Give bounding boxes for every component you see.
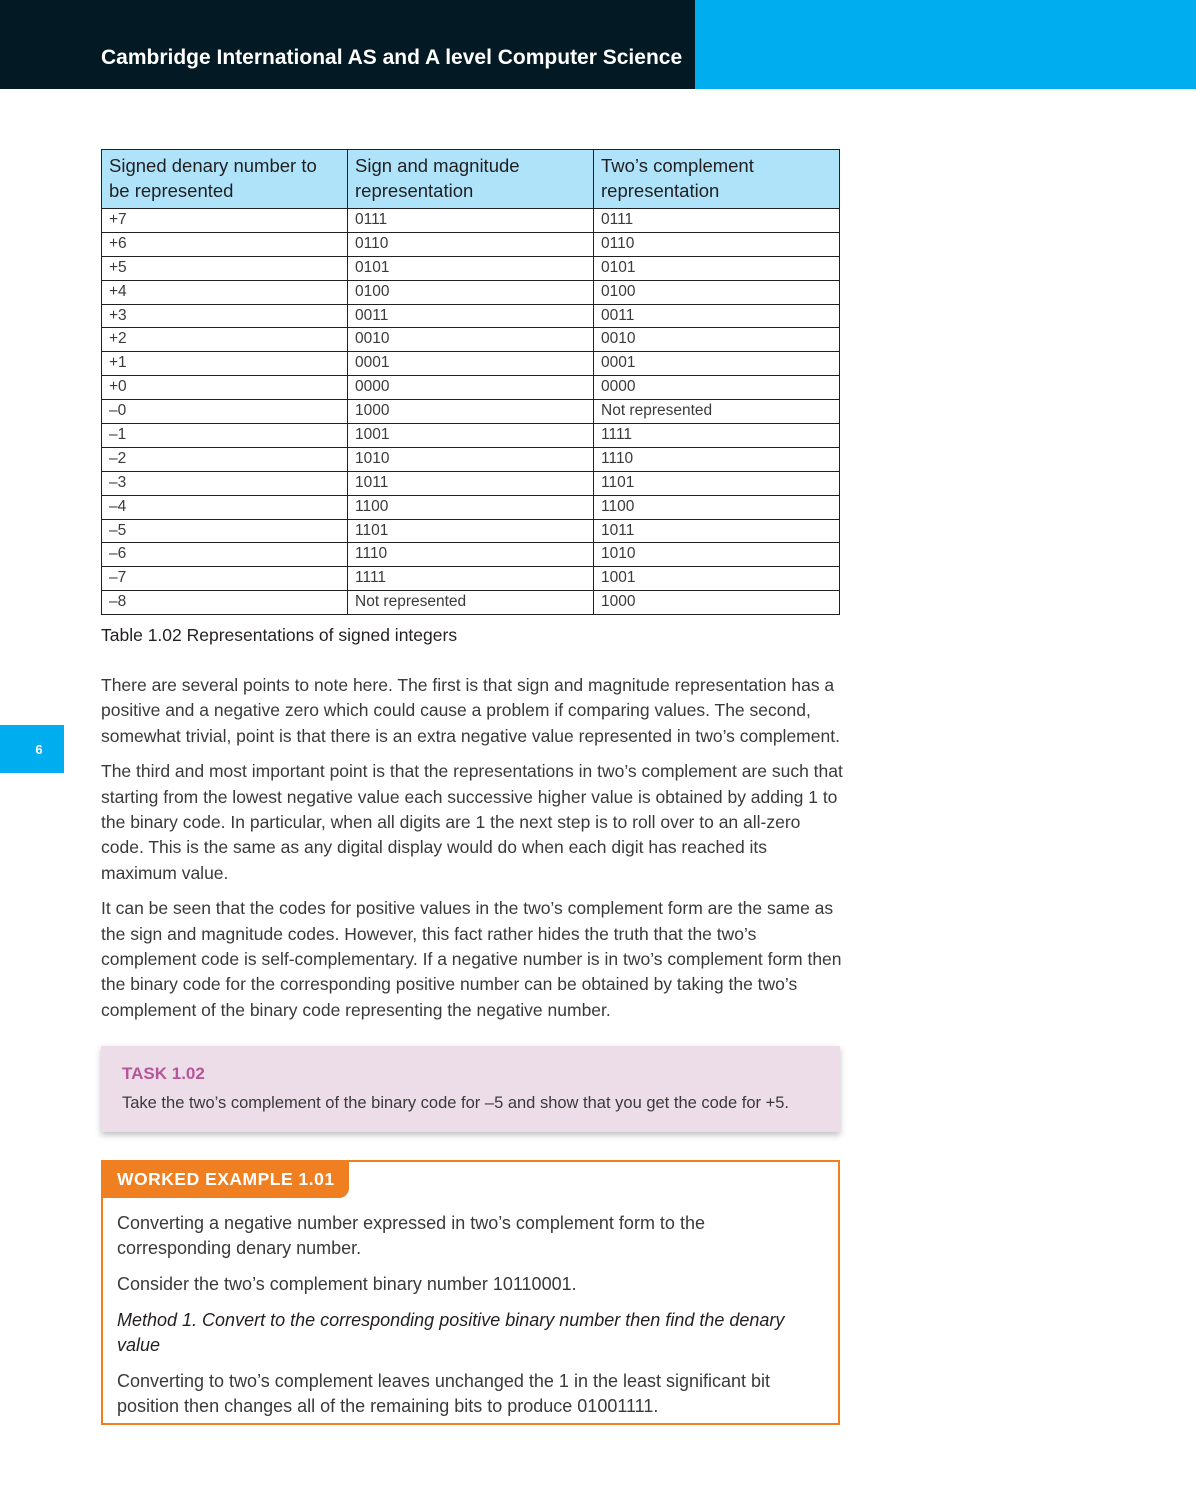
table-row (102, 400, 840, 424)
cell-sign-magnitude: 0011 (348, 304, 594, 328)
cell-denary: –2 (102, 447, 348, 471)
cell-sign-magnitude: 0111 (348, 209, 594, 233)
cell-sign-magnitude: 1000 (348, 400, 594, 424)
worked-example-body (117, 1211, 817, 1430)
cell-twos-complement: Not represented (594, 400, 840, 424)
cell-twos-complement: 1110 (594, 447, 840, 471)
cell-sign-magnitude: 0001 (348, 352, 594, 376)
cell-twos-complement: 1100 (594, 495, 840, 519)
body-text (101, 673, 843, 1033)
table-body (102, 209, 840, 615)
paragraph: The third and most important point is that the representations in two’s complement are such that starting from the lowest negative value each successive higher value is obtained by adding 1 to the binary code. In particular, when all digits are 1 the next step is to roll over to an all-zero code. This is the same as any digital display would do when each digit has reached its maximum value. (101, 761, 843, 883)
cell-sign-magnitude: 1010 (348, 447, 594, 471)
cell-denary: +4 (102, 280, 348, 304)
table-row (102, 209, 840, 233)
cell-sign-magnitude: 1100 (348, 495, 594, 519)
cell-twos-complement: 1101 (594, 471, 840, 495)
cell-sign-magnitude: 0000 (348, 376, 594, 400)
cell-twos-complement: 0101 (594, 256, 840, 280)
header-bar (0, 0, 695, 89)
table-row (102, 519, 840, 543)
cell-twos-complement: 0010 (594, 328, 840, 352)
worked-example-consider: Consider the two’s complement binary number 10110001. (117, 1274, 577, 1295)
cell-twos-complement: 0000 (594, 376, 840, 400)
cell-twos-complement: 0001 (594, 352, 840, 376)
column-header-sign-magnitude: Sign and magnitude representation (348, 150, 594, 209)
cell-twos-complement: 0110 (594, 232, 840, 256)
cell-denary: +0 (102, 376, 348, 400)
table-row (102, 352, 840, 376)
table-caption: Table 1.02 Representations of signed integers (101, 625, 458, 645)
cell-denary: +6 (102, 232, 348, 256)
page-number: 6 (35, 741, 43, 757)
cell-sign-magnitude: 0110 (348, 232, 594, 256)
cell-twos-complement: 0100 (594, 280, 840, 304)
cell-twos-complement: 0011 (594, 304, 840, 328)
table-row (102, 280, 840, 304)
cell-denary: –5 (102, 519, 348, 543)
cell-twos-complement: 1000 (594, 591, 840, 615)
cell-sign-magnitude: Not represented (348, 591, 594, 615)
table-row (102, 256, 840, 280)
table-row (102, 495, 840, 519)
worked-example-label: WORKED EXAMPLE 1.01 (101, 1160, 349, 1198)
paragraph: It can be seen that the codes for positive values in the two’s complement form are the same as the sign and magnitude codes. However, this fact rather hides the truth that the two’s complement code is self-complementary. If a negative number is in two’s complement form then the binary code for the corresponding positive number can be obtained by taking the two’s complement of the binary code representing the negative number. (101, 898, 842, 1020)
cell-denary: –8 (102, 591, 348, 615)
table-row (102, 543, 840, 567)
column-header-twos-complement: Two’s complement representation (594, 150, 840, 209)
cell-sign-magnitude: 1011 (348, 471, 594, 495)
cell-denary: +2 (102, 328, 348, 352)
cell-sign-magnitude: 1110 (348, 543, 594, 567)
cell-denary: –4 (102, 495, 348, 519)
cell-denary: –0 (102, 400, 348, 424)
worked-example-method: Method 1. Convert to the corresponding positive binary number then find the denary value (117, 1309, 785, 1356)
cell-denary: –3 (102, 471, 348, 495)
cell-denary: +1 (102, 352, 348, 376)
column-header-denary: Signed denary number to be represented (102, 150, 348, 209)
cell-twos-complement: 1111 (594, 424, 840, 448)
header-accent-block (695, 0, 1196, 89)
cell-twos-complement: 0111 (594, 209, 840, 233)
table-row (102, 232, 840, 256)
table-row (102, 424, 840, 448)
cell-sign-magnitude: 1001 (348, 424, 594, 448)
table-row (102, 471, 840, 495)
cell-denary: –6 (102, 543, 348, 567)
table-row (102, 567, 840, 591)
book-title: Cambridge International AS and A level Computer Science (101, 46, 683, 69)
cell-denary: +5 (102, 256, 348, 280)
task-box (101, 1046, 840, 1132)
cell-sign-magnitude: 1101 (348, 519, 594, 543)
page-number-tab (0, 725, 64, 773)
signed-integers-table (101, 149, 840, 615)
worked-example-box (101, 1160, 840, 1425)
cell-twos-complement: 1001 (594, 567, 840, 591)
table-row (102, 304, 840, 328)
cell-twos-complement: 1010 (594, 543, 840, 567)
cell-sign-magnitude: 0101 (348, 256, 594, 280)
table-row (102, 328, 840, 352)
paragraph: There are several points to note here. The first is that sign and magnitude representation has a positive and a negative zero which could cause a problem if comparing values. The second, somewhat trivial, point is that there is an extra negative value represented in two’s complement. (101, 675, 840, 746)
cell-sign-magnitude: 1111 (348, 567, 594, 591)
table-row (102, 447, 840, 471)
cell-twos-complement: 1011 (594, 519, 840, 543)
cell-denary: –7 (102, 567, 348, 591)
table-row (102, 376, 840, 400)
table-header-row (102, 150, 840, 209)
cell-denary: –1 (102, 424, 348, 448)
cell-denary: +3 (102, 304, 348, 328)
table-row (102, 591, 840, 615)
worked-example-intro: Converting a negative number expressed in two’s complement form to the corresponding denary number. (117, 1213, 705, 1259)
cell-sign-magnitude: 0010 (348, 328, 594, 352)
cell-sign-magnitude: 0100 (348, 280, 594, 304)
cell-denary: +7 (102, 209, 348, 233)
task-title: TASK 1.02 (122, 1064, 205, 1083)
task-text: Take the two’s complement of the binary code for –5 and show that you get the code for +5. (122, 1094, 789, 1112)
worked-example-explanation: Converting to two’s complement leaves unchanged the 1 in the least significant bit position then changes all of the remaining bits to produce 01001111. (117, 1370, 771, 1417)
